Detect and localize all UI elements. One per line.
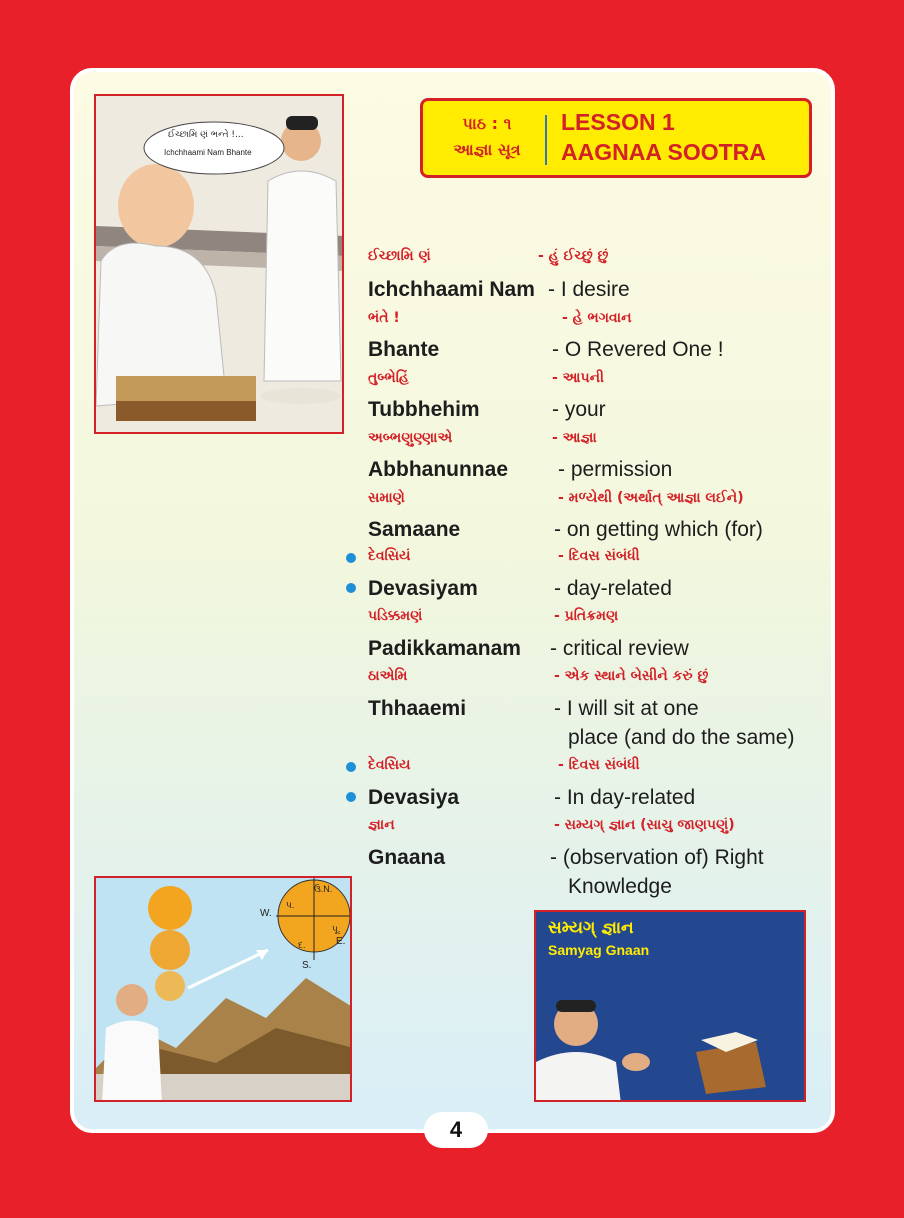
speech-english: Ichchhaami Nam Bhante (164, 148, 252, 157)
caption-english: Samyag Gnaan (548, 942, 650, 958)
glossary-meaning: - O Revered One ! (552, 338, 724, 361)
samyag-gnaan-illustration (534, 910, 806, 1102)
glossary-meaning-continued: place (and do the same) (568, 726, 795, 749)
glossary-term-gujarati: જ્ઞાન (368, 817, 395, 833)
bullet-icon (346, 762, 356, 772)
title-gujarati-line2: આજ્ઞા સૂત્ર (453, 140, 521, 159)
page-number: 4 (424, 1112, 488, 1148)
glossary-term: Bhante (368, 338, 440, 361)
glossary-meaning: - critical review (550, 637, 689, 660)
glossary-term-gujarati: દેવસિય (368, 757, 411, 773)
glossary-term: Ichchhaami Nam (368, 278, 535, 301)
title-english (561, 107, 766, 167)
glossary-meaning-gujarati: - સમ્યગ્ જ્ઞાન (સાચુ જાણપણું) (554, 817, 735, 833)
compass-south: S. (302, 960, 312, 971)
glossary-term: Devasiyam (368, 577, 478, 600)
glossary-meaning-gujarati: - પ્રતિક્રમણ (554, 608, 619, 624)
compass-east: E. (336, 936, 346, 947)
glossary-term-gujarati: તુબ્ભેહિં (368, 370, 409, 386)
glossary-term-gujarati: ઈચ્છામિ ણં (368, 248, 431, 264)
glossary-term-gujarati: ઠાએમિ (368, 668, 408, 684)
glossary-meaning: - (observation of) Right (550, 846, 764, 869)
glossary-meaning: - I will sit at one (554, 697, 699, 720)
glossary-term-gujarati: સમાણે (368, 490, 405, 506)
glossary-term-gujarati: દેવસિયં (368, 548, 411, 564)
glossary-term: Padikkamanam (368, 637, 521, 660)
sun-illustration (94, 876, 352, 1102)
bullet-icon (346, 553, 356, 563)
page-panel (70, 68, 835, 1142)
monk-illustration (94, 94, 344, 434)
glossary-meaning: - permission (558, 458, 673, 481)
glossary-meaning-gujarati: - મળ્યેથી (અર્થાત્ આજ્ઞા લઈને) (558, 490, 744, 506)
glossary-term: Thhaaemi (368, 697, 467, 720)
meditation-scene-image (536, 912, 806, 1102)
glossary-meaning-gujarati: - આજ્ઞા (552, 430, 597, 446)
bullet-icon (346, 583, 356, 593)
compass-east-gujarati: પૂ. (332, 924, 341, 934)
monk-scene-image (96, 96, 344, 434)
glossary-meaning-gujarati: - દિવસ સંબંધી (558, 757, 640, 773)
glossary-meaning: - day-related (554, 577, 672, 600)
compass-west-gujarati: પ. (286, 900, 295, 910)
glossary-meaning: - on getting which (for) (554, 518, 763, 541)
title-gujarati (437, 111, 537, 163)
glossary-meaning-gujarati: - હું ઈચ્છું છું (538, 248, 609, 264)
title-divider (545, 115, 547, 165)
compass-west: W. (260, 908, 272, 919)
lesson-number: LESSON 1 (561, 109, 675, 135)
lesson-name: AAGNAA SOOTRA (561, 139, 766, 165)
glossary-meaning-continued: Knowledge (568, 875, 672, 898)
compass-south-gujarati: દ. (298, 940, 306, 950)
glossary-term: Tubbhehim (368, 398, 480, 421)
glossary-meaning-gujarati: - દિવસ સંબંધી (558, 548, 640, 564)
glossary-term: Abbhanunnae (368, 458, 508, 481)
title-gujarati-line1: પાઠ : ૧ (462, 114, 512, 133)
bullet-icon (346, 792, 356, 802)
glossary-meaning-gujarati: - આપની (552, 370, 605, 386)
glossary-term-gujarati: અબ્ભણુણ્ણાએ (368, 430, 453, 446)
lesson-title-box (420, 98, 812, 178)
glossary-meaning: - your (552, 398, 606, 421)
glossary-term-gujarati: ભંતે ! (368, 310, 400, 326)
caption-gujarati: સમ્યગ્ જ્ઞાન (548, 918, 634, 938)
glossary-term-gujarati: પડિક્કમણં (368, 608, 423, 624)
glossary-meaning-gujarati: - હે ભગવાન (562, 310, 632, 326)
sun-scene-image (96, 878, 352, 1102)
glossary-term: Gnaana (368, 846, 446, 869)
compass-north: ઉ.N. (314, 884, 333, 894)
glossary-meaning: - In day-related (554, 786, 696, 809)
glossary-term: Samaane (368, 518, 461, 541)
glossary-term: Devasiya (368, 786, 460, 809)
glossary-meaning: - I desire (548, 278, 630, 301)
speech-gujarati: ઈચ્છામિ ણં ભન્તે !... (168, 130, 244, 140)
glossary-meaning-gujarati: - એક સ્થાને બેસીને કરું છું (554, 668, 709, 684)
